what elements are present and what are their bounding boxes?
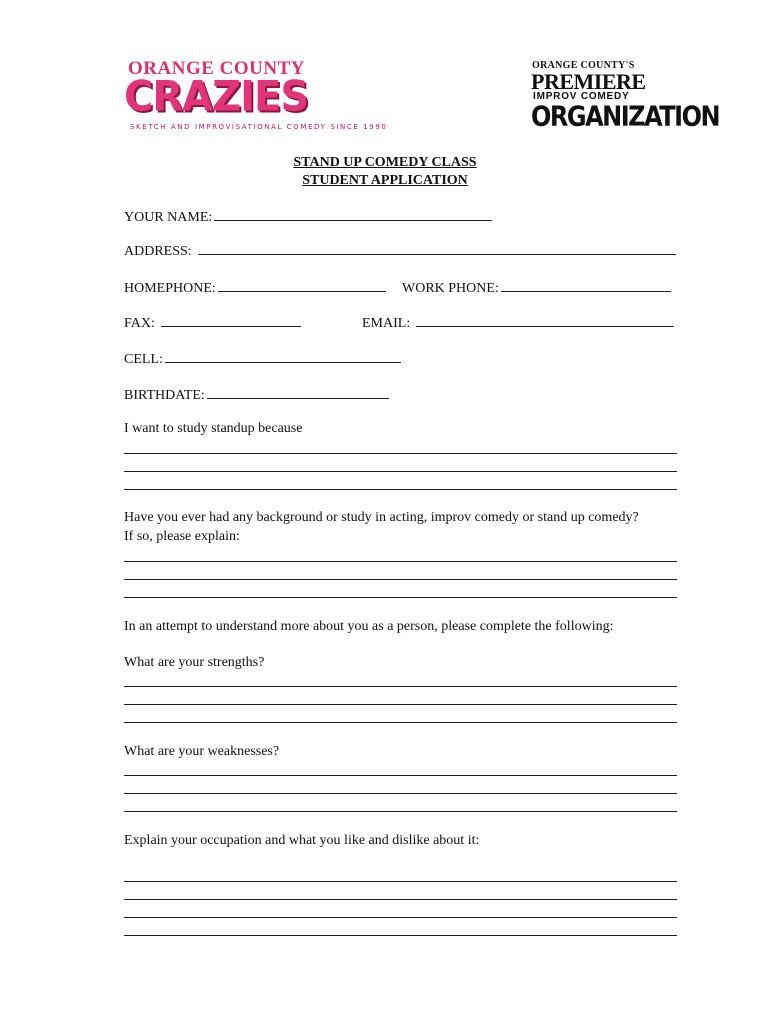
fax-field[interactable] — [124, 314, 301, 332]
your-name-input-line[interactable] — [214, 208, 492, 221]
page-subtitle: STUDENT APPLICATION — [302, 173, 468, 188]
study-standup-question: I want to study standup because — [124, 421, 303, 436]
weaknesses-question: What are your weaknesses? — [124, 744, 280, 759]
birthdate-label: BIRTHDATE: — [124, 388, 205, 403]
answer-line[interactable] — [124, 722, 677, 723]
your-name-field[interactable] — [124, 208, 492, 226]
logo-right-line2: PREMIERE — [531, 69, 646, 94]
fax-input-line[interactable] — [161, 314, 301, 327]
premiere-improv-logo — [529, 60, 720, 133]
work-phone-label: WORK PHONE: — [402, 281, 499, 296]
homephone-label: HOMEPHONE: — [124, 281, 216, 296]
answer-line[interactable] — [124, 597, 677, 598]
answer-line[interactable] — [124, 453, 677, 454]
answer-line[interactable] — [124, 935, 677, 936]
background-question-followup: If so, please explain: — [124, 529, 240, 544]
work-phone-field[interactable] — [402, 279, 671, 297]
occupation-question: Explain your occupation and what you like and dislike about it: — [124, 833, 480, 848]
logo-left-line2: CRAZIES — [124, 72, 309, 122]
email-input-line[interactable] — [416, 314, 674, 327]
page-title: STAND UP COMEDY CLASS — [293, 155, 477, 170]
personal-intro-text: In an attempt to understand more about you as a person, please complete the following: — [124, 619, 614, 634]
birthdate-input-line[interactable] — [207, 386, 389, 399]
cell-input-line[interactable] — [165, 350, 401, 363]
cell-field[interactable] — [124, 350, 401, 368]
cell-label: CELL: — [124, 352, 163, 367]
logo-right-line4: ORGANIZATION — [531, 100, 720, 133]
answer-line[interactable] — [124, 704, 677, 705]
address-label: ADDRESS: — [124, 244, 192, 259]
email-label: EMAIL: — [362, 316, 411, 331]
answer-line[interactable] — [124, 811, 677, 812]
address-field[interactable] — [124, 242, 676, 260]
orange-county-crazies-logo — [124, 56, 386, 136]
logo-right-line1: ORANGE COUNTY'S — [532, 60, 635, 71]
answer-line[interactable] — [124, 471, 677, 472]
homephone-input-line[interactable] — [218, 279, 386, 292]
work-phone-input-line[interactable] — [501, 279, 671, 292]
answer-line[interactable] — [124, 489, 677, 490]
birthdate-field[interactable] — [124, 386, 389, 404]
answer-line[interactable] — [124, 881, 677, 882]
homephone-field[interactable] — [124, 279, 386, 297]
strengths-question: What are your strengths? — [124, 655, 265, 670]
answer-line[interactable] — [124, 775, 677, 776]
logo-left-line1: ORANGE COUNTY — [128, 58, 305, 79]
email-field[interactable] — [362, 314, 674, 332]
fax-label: FAX: — [124, 316, 155, 331]
logo-right-line3: IMPROV COMEDY — [533, 91, 630, 102]
logo-left-tagline: SKETCH AND IMPROVISATIONAL COMEDY SINCE 1990 — [130, 123, 388, 131]
answer-line[interactable] — [124, 561, 677, 562]
answer-line[interactable] — [124, 686, 677, 687]
answer-line[interactable] — [124, 579, 677, 580]
answer-line[interactable] — [124, 899, 677, 900]
background-question: Have you ever had any background or study in acting, improv comedy or stand up comedy? — [124, 510, 639, 525]
answer-line[interactable] — [124, 793, 677, 794]
answer-line[interactable] — [124, 917, 677, 918]
your-name-label: YOUR NAME: — [124, 210, 213, 225]
address-input-line[interactable] — [198, 242, 676, 255]
